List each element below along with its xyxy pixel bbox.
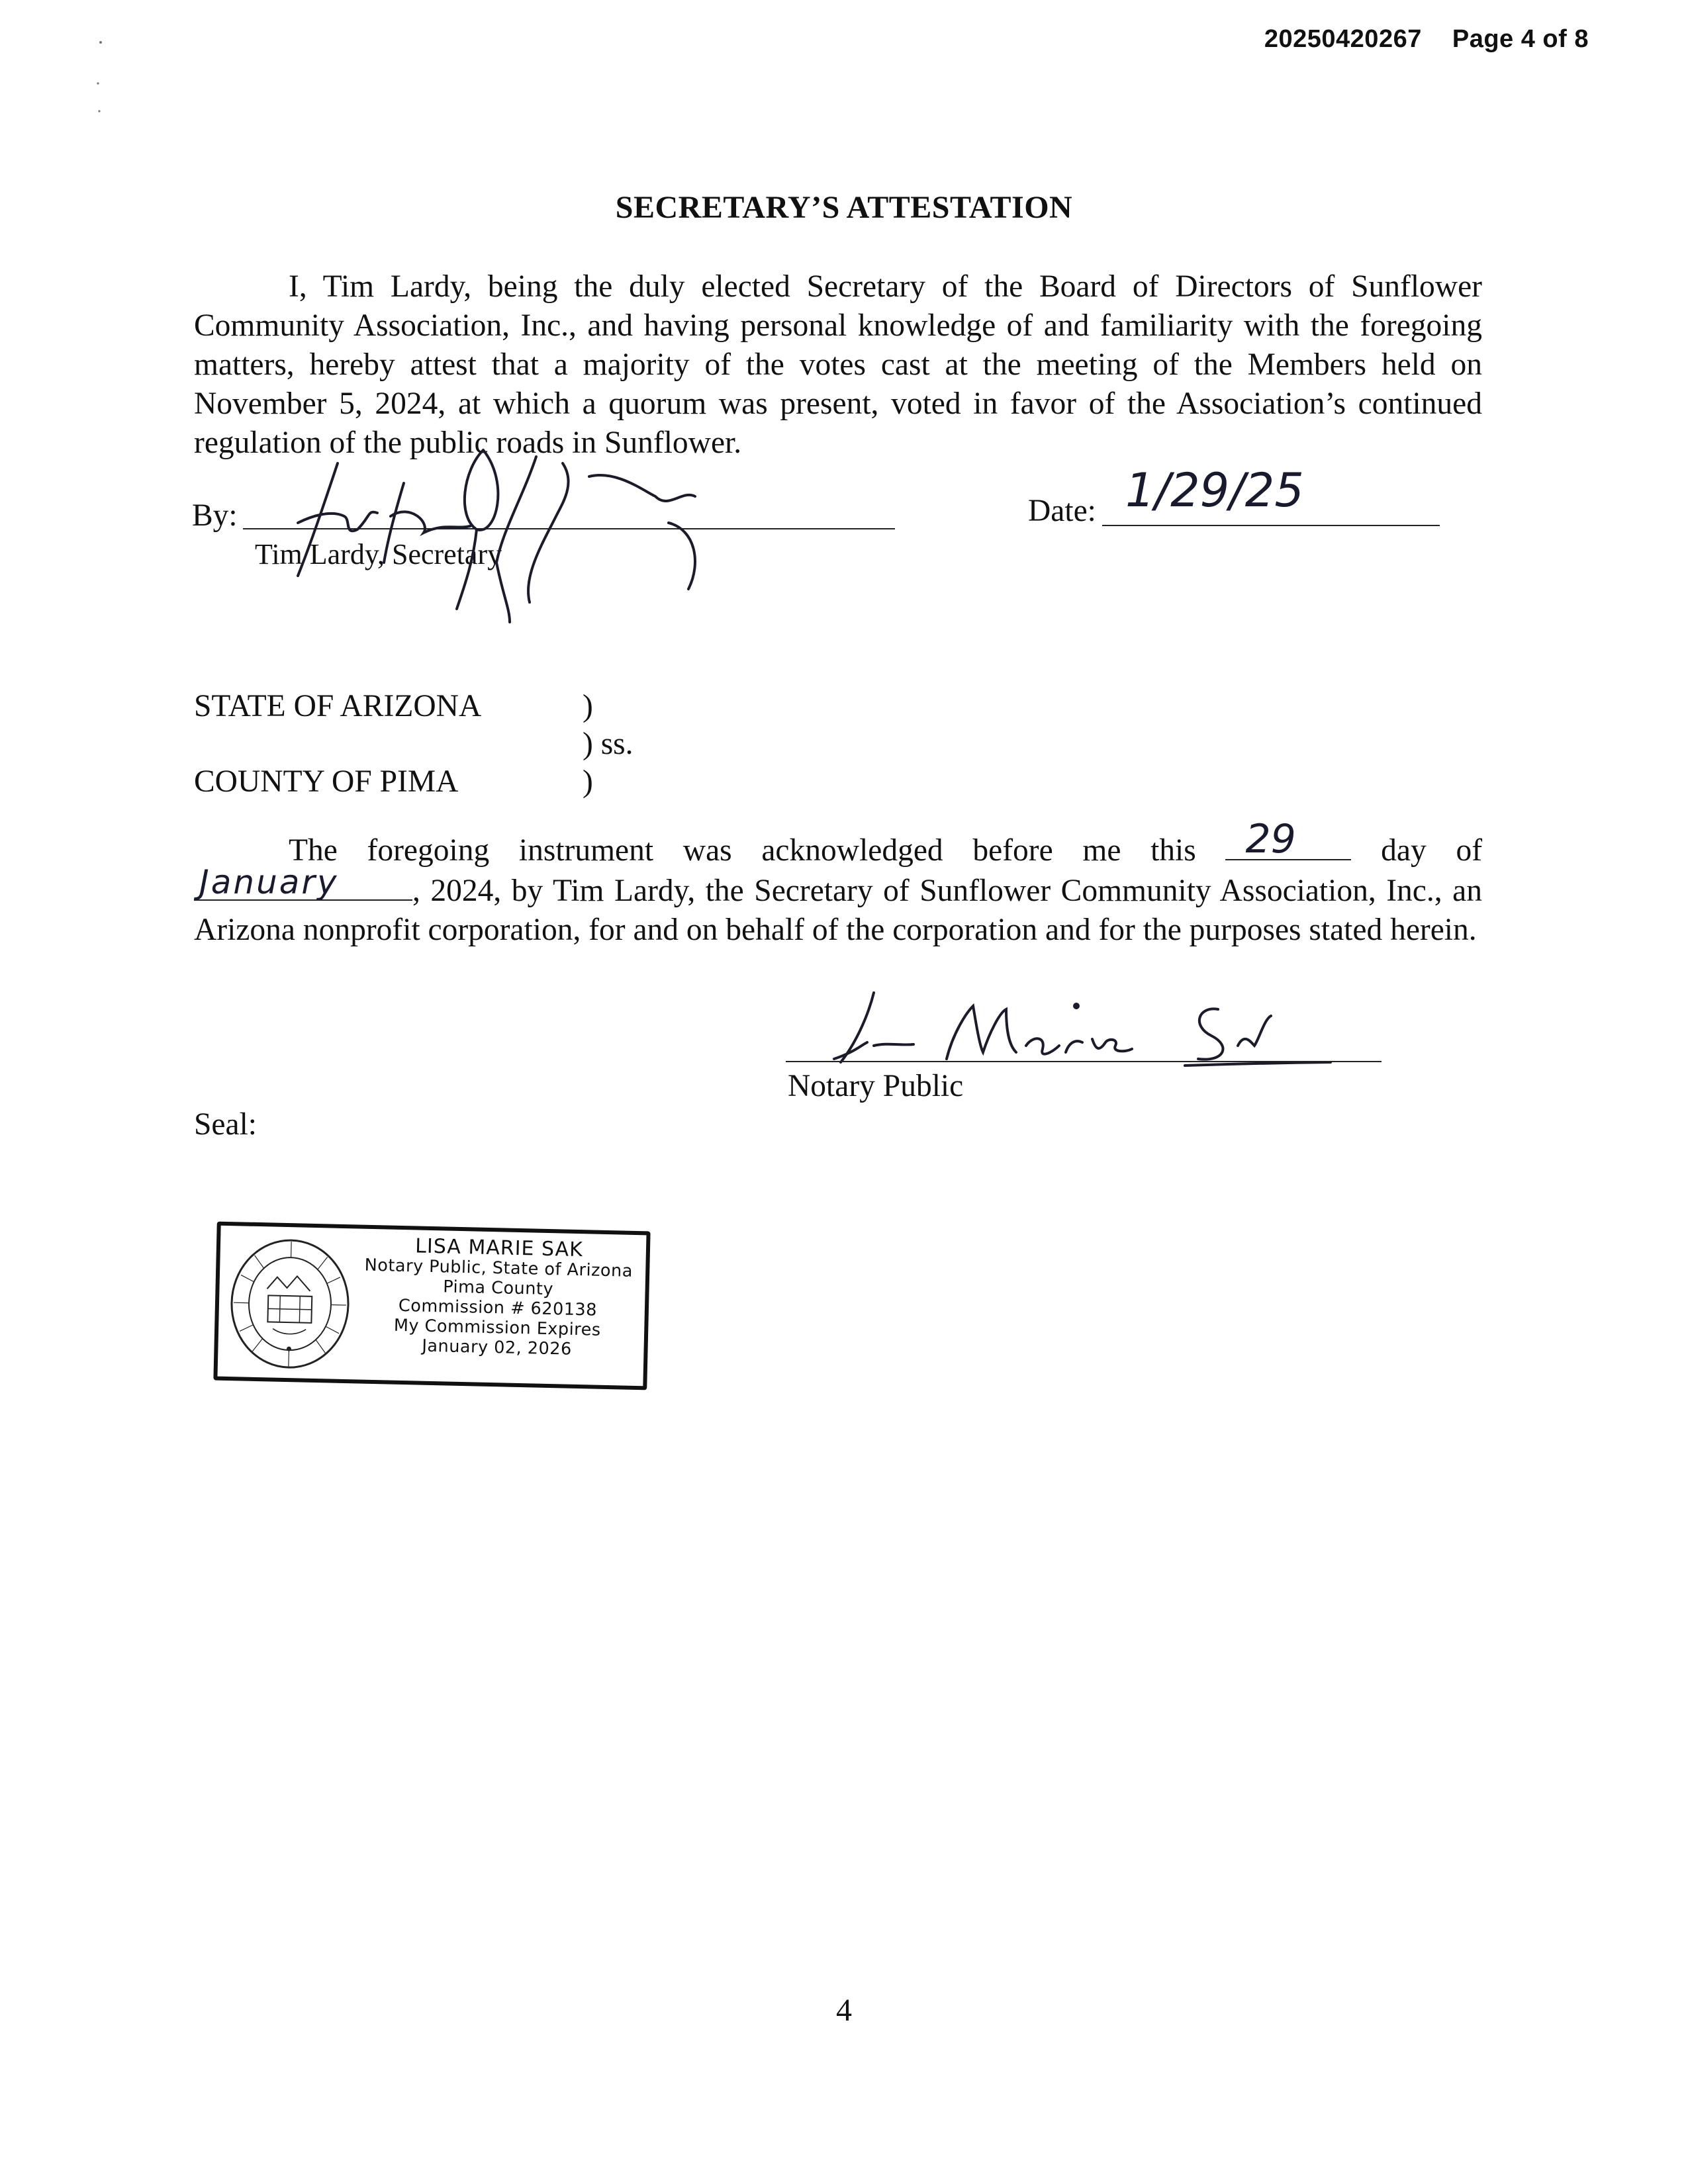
signer-name: Tim Lardy, Secretary [255, 538, 502, 570]
notary-signature-icon [814, 979, 1383, 1072]
date-value: 1/29/25 [1125, 463, 1304, 518]
notary-public-label: Notary Public [788, 1069, 964, 1103]
by-label: By: [192, 498, 238, 533]
scan-specks [86, 33, 106, 126]
month-field [194, 863, 412, 901]
venue-county: COUNTY OF PIMA [194, 764, 459, 799]
page-header [1234, 25, 1589, 54]
venue-paren-top: ) [583, 689, 593, 723]
ack-text-1: The foregoing instrument was acknowledged before me this [289, 833, 1196, 868]
notary-state: Notary Public, State of Arizona [364, 1255, 633, 1281]
notary-county: Pima County [442, 1277, 554, 1300]
seal-label: Seal: [194, 1107, 257, 1142]
commission-expiry-date: January 02, 2026 [422, 1336, 573, 1359]
notary-name: LISA MARIE SAK [414, 1234, 584, 1262]
month-value: January [199, 863, 339, 901]
secretary-signature-icon [245, 443, 788, 629]
date-line [1102, 525, 1440, 526]
document-title: SECRETARY’S ATTESTATION [615, 190, 1073, 225]
attestation-paragraph: I, Tim Lardy, being the duly elected Secretary of the Board of Directors of Sunflower Community Association, Inc., and having personal knowledge of and familiarity with the foregoing matters, hereby attest that a majority of the votes cast at the meeting of the Members held on November 5, 2024, at which a quorum was present, voted in favor of the Association’s continued regulation of the public roads in Sunflower. [194, 269, 1482, 460]
stamp-text [348, 1235, 648, 1361]
notary-signature-line [786, 1061, 1382, 1062]
page-indicator: Page 4 of 8 [1452, 25, 1589, 53]
date-label: Date: [1028, 494, 1096, 528]
state-seal-icon [226, 1235, 355, 1373]
venue-state: STATE OF ARIZONA [194, 689, 482, 723]
venue-paren-ss: ) ss. [583, 727, 633, 761]
venue-paren-bottom: ) [583, 764, 593, 799]
day-value: 29 [1245, 816, 1296, 862]
ack-text-3: , 2024, by Tim Lardy, the Secretary of Sunflower Community Association, Inc., an Arizona nonprofit corporation, for and on behalf of the corporation and for the purposes stated herein. [194, 874, 1482, 947]
commission-number: Commission # 620138 [398, 1295, 598, 1320]
page-number: 4 [836, 1993, 852, 2028]
acknowledgment-paragraph [194, 816, 1483, 950]
notary-stamp [213, 1222, 650, 1390]
document-number: 20250420267 [1264, 25, 1422, 53]
ack-text-2: day of [1381, 833, 1483, 868]
day-field [1225, 816, 1351, 862]
commission-expires-label: My Commission Expires [393, 1315, 601, 1340]
